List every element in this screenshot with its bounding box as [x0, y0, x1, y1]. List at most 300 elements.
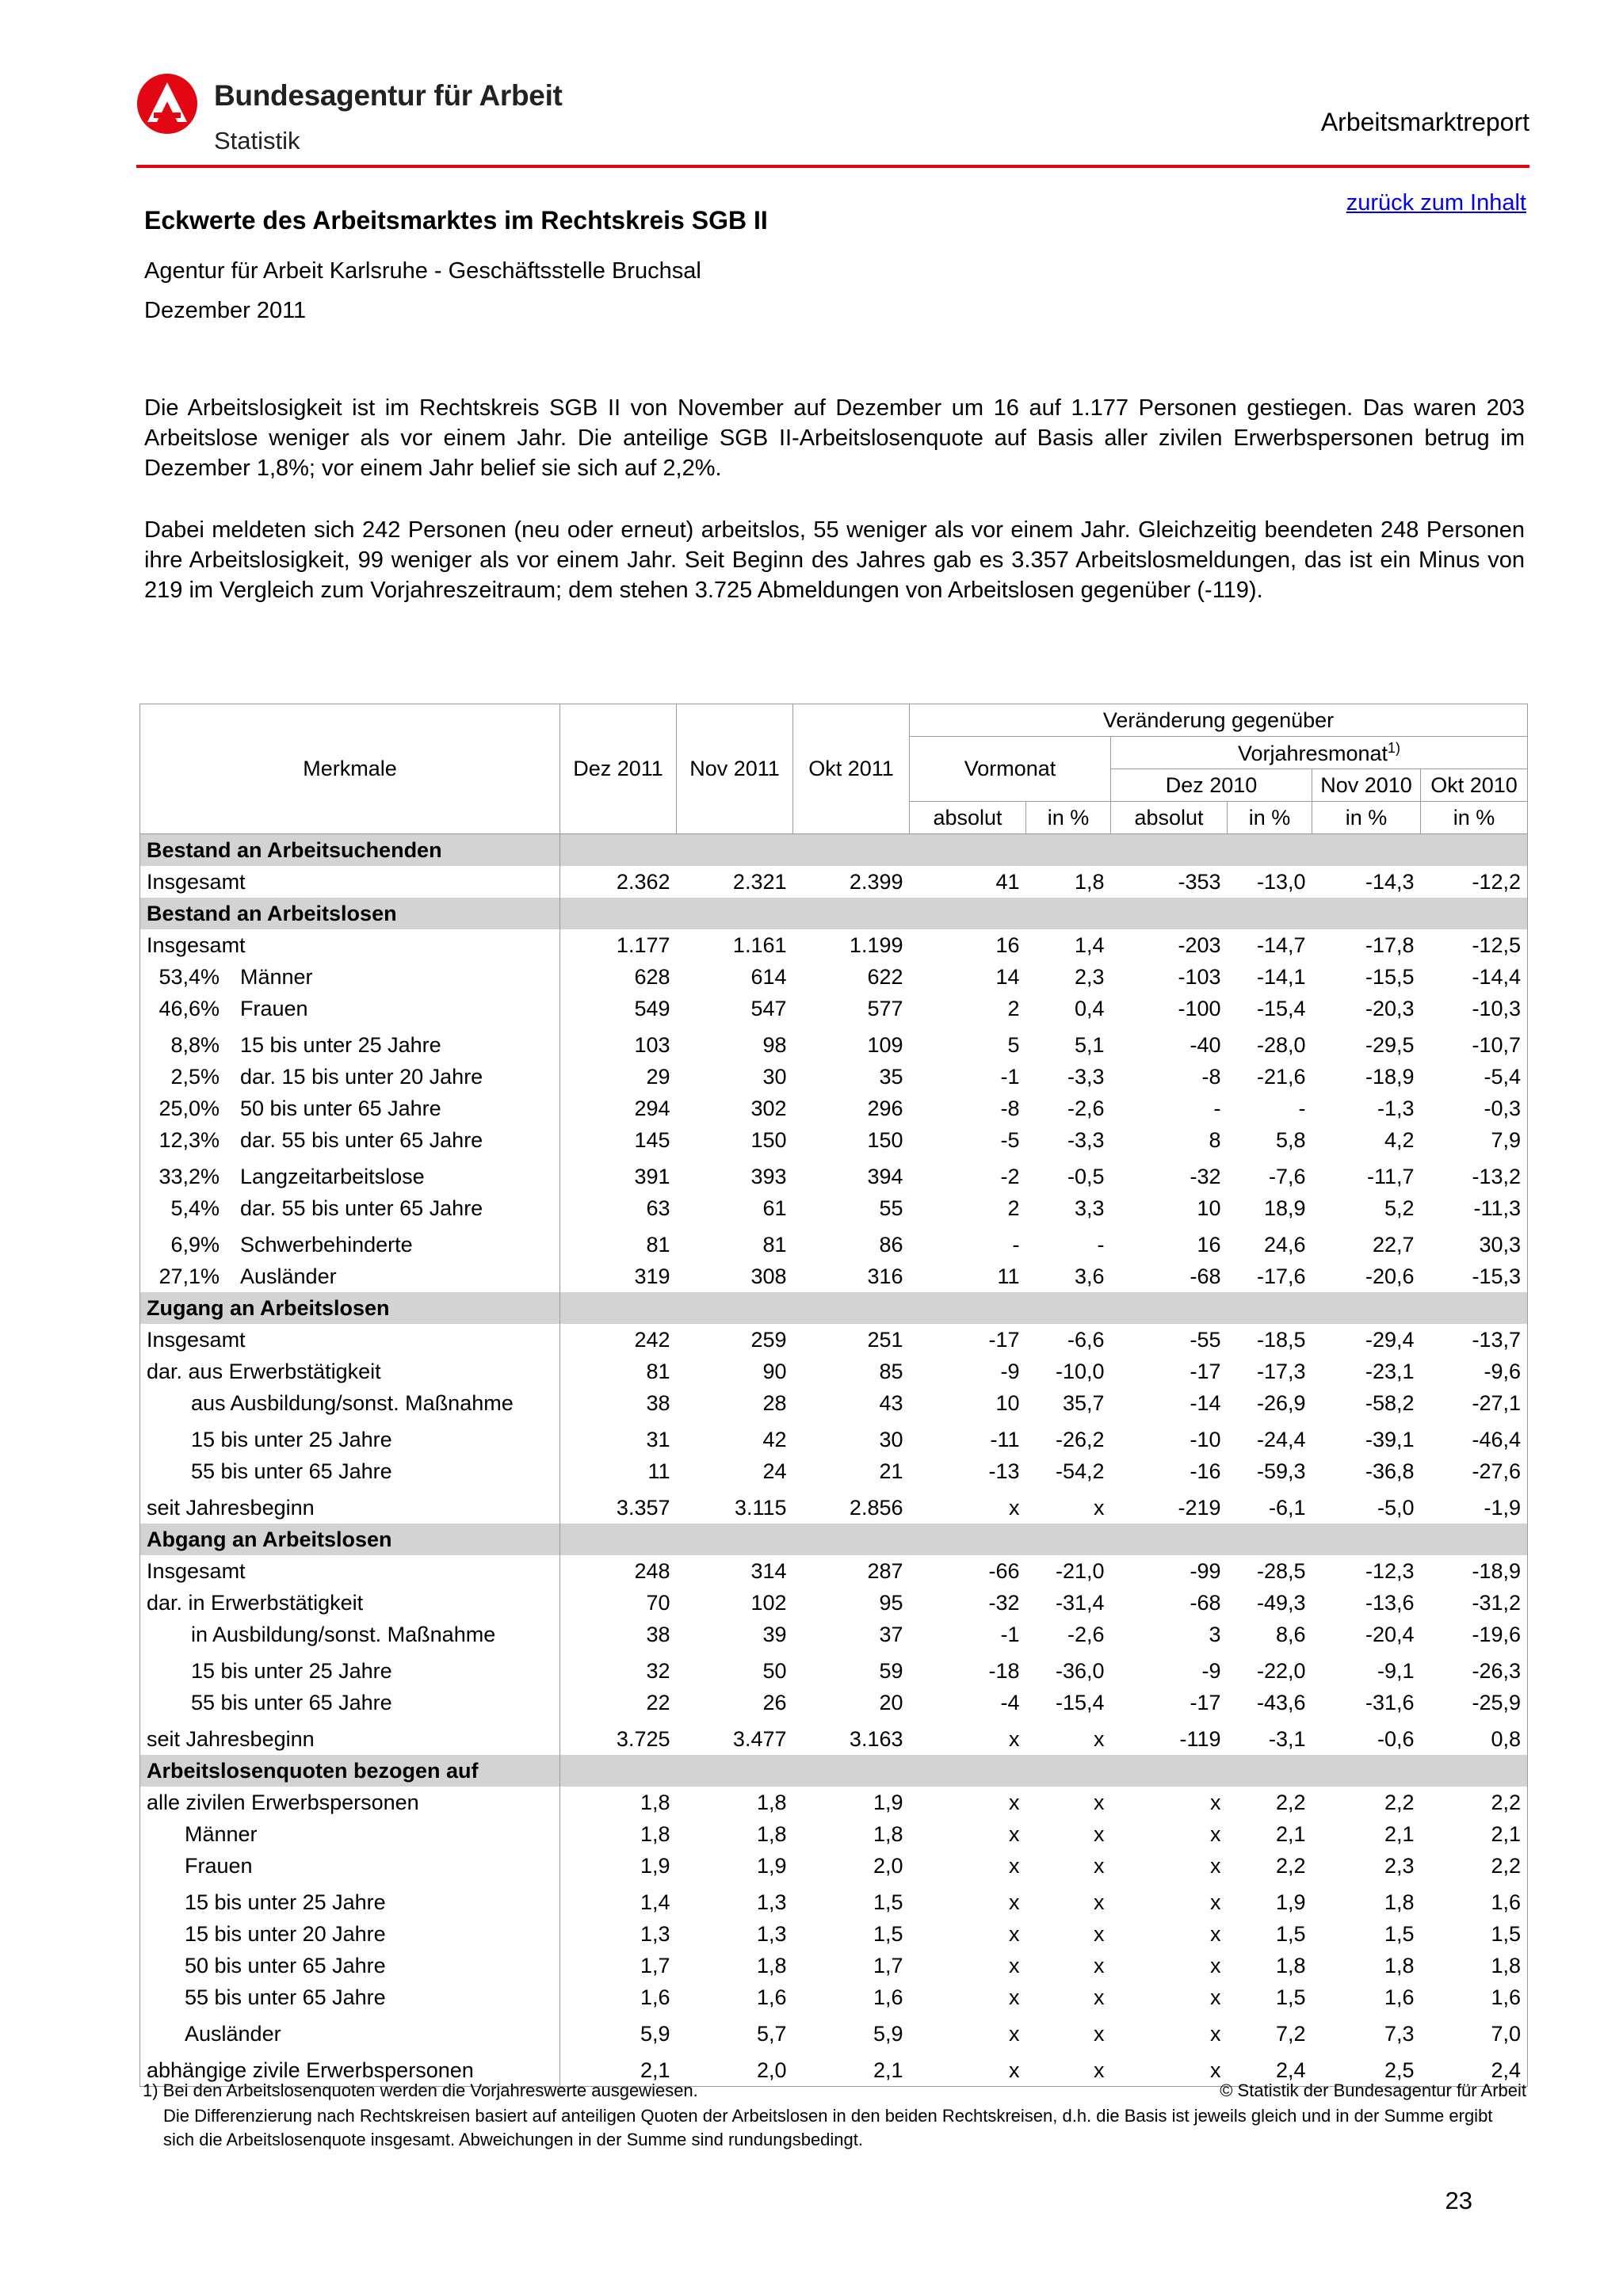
value-cell: x — [1094, 1921, 1105, 1946]
value-cell: 3 — [1209, 1622, 1221, 1646]
section-fill — [560, 1524, 1528, 1555]
value-cell: x — [1009, 2021, 1020, 2046]
value-cell: 1,8 — [1491, 1953, 1522, 1978]
value-cell: 287 — [867, 1558, 903, 1583]
table-row — [140, 1918, 1528, 1950]
value-cell: 145 — [634, 1127, 670, 1152]
value-cell: 30,3 — [1479, 1232, 1522, 1257]
value-cell: x — [1210, 2021, 1221, 2046]
value-cell: x — [1094, 2021, 1105, 2046]
value-cell: 2,2 — [1275, 1853, 1306, 1878]
table-row — [140, 1619, 1528, 1650]
value-cell: 2,0 — [756, 2058, 787, 2082]
value-cell: -28,0 — [1256, 1032, 1306, 1057]
row-label: 50 bis unter 65 Jahre — [140, 1950, 560, 1981]
period-label: Dezember 2011 — [144, 298, 307, 323]
value-cell: 1,6 — [873, 1985, 903, 2009]
value-cell: -20,3 — [1365, 996, 1415, 1020]
value-cell: 614 — [750, 964, 787, 989]
table-row — [140, 1818, 1528, 1850]
value-cell: 248 — [634, 1558, 670, 1583]
value-cell: 2,3 — [1074, 964, 1105, 989]
value-cell: 2,4 — [1491, 2058, 1522, 2082]
value-cell: -27,1 — [1472, 1390, 1522, 1415]
table-row — [140, 1981, 1528, 2013]
value-cell: 59 — [879, 1658, 903, 1683]
value-cell: -10,3 — [1472, 996, 1522, 1020]
table-header — [140, 704, 1528, 834]
value-cell: 81 — [646, 1359, 670, 1383]
col-header-dez2011: Dez 2011 — [560, 704, 677, 834]
table-row — [140, 1093, 1528, 1124]
value-cell: -36,8 — [1365, 1459, 1415, 1483]
page-number: 23 — [1445, 2187, 1472, 2214]
value-cell: -19,6 — [1472, 1622, 1522, 1646]
value-cell: x — [1094, 1726, 1105, 1751]
value-cell: x — [1009, 1953, 1020, 1978]
value-cell: 2,4 — [1275, 2058, 1306, 2082]
table-row — [140, 1419, 1528, 1455]
value-cell: 2.399 — [849, 869, 903, 894]
value-cell: 22 — [646, 1690, 670, 1714]
value-cell: 7,3 — [1384, 2021, 1415, 2046]
value-cell: -17 — [988, 1327, 1020, 1352]
value-cell: 3,3 — [1074, 1196, 1105, 1220]
value-cell: 549 — [634, 996, 670, 1020]
row-share: 46,6% — [158, 996, 220, 1020]
copyright: © Statistik der Bundesagentur für Arbeit — [1220, 2081, 1526, 2100]
value-cell: 1,6 — [640, 1985, 670, 2009]
value-cell: 1,4 — [640, 1890, 670, 1914]
row-share: 8,8% — [170, 1032, 220, 1057]
value-cell: 294 — [634, 1096, 670, 1120]
value-cell: -40 — [1190, 1032, 1221, 1057]
table-row — [140, 1455, 1528, 1487]
value-cell: 21 — [879, 1459, 903, 1483]
row-label: 55 bis unter 65 Jahre — [140, 1455, 560, 1487]
row-label-cell — [140, 1156, 560, 1192]
value-cell: -55 — [1190, 1327, 1221, 1352]
value-cell: 85 — [879, 1359, 903, 1383]
value-cell: -32 — [988, 1590, 1020, 1615]
value-cell: x — [1210, 1985, 1221, 2009]
section-title: Arbeitslosenquoten bezogen auf — [140, 1755, 560, 1787]
value-cell: 3.725 — [616, 1726, 670, 1751]
col-header-absolut: absolut — [910, 802, 1026, 834]
value-cell: 1,8 — [640, 1790, 670, 1814]
value-cell: -5 — [1000, 1127, 1020, 1152]
value-cell: x — [1210, 1921, 1221, 1946]
row-label: Insgesamt — [140, 929, 560, 961]
value-cell: x — [1009, 2058, 1020, 2082]
value-cell: -2,6 — [1067, 1622, 1105, 1646]
value-cell: 55 — [879, 1196, 903, 1220]
value-cell: 90 — [762, 1359, 787, 1383]
value-cell: - — [1097, 1232, 1105, 1257]
value-cell: 30 — [879, 1427, 903, 1451]
value-cell: -11,3 — [1473, 1196, 1522, 1220]
row-label: dar. 55 bis unter 65 Jahre — [240, 1196, 483, 1220]
value-cell: x — [1210, 2058, 1221, 2082]
value-cell: 35 — [879, 1064, 903, 1089]
value-cell: 81 — [762, 1232, 787, 1257]
value-cell: -10,7 — [1472, 1032, 1522, 1057]
value-cell: -24,4 — [1256, 1427, 1306, 1451]
value-cell: -20,4 — [1365, 1622, 1415, 1646]
value-cell: 1,7 — [873, 1953, 903, 1978]
value-cell: -2 — [1000, 1164, 1020, 1188]
value-cell: 5,2 — [1384, 1196, 1415, 1220]
region-label: Agentur für Arbeit Karlsruhe - Geschäftsstelle Bruchsal — [144, 258, 701, 284]
value-cell: 5,8 — [1275, 1127, 1306, 1152]
table-row — [140, 1192, 1528, 1224]
value-cell: -59,3 — [1256, 1459, 1306, 1483]
row-label-cell — [140, 1061, 560, 1093]
value-cell: -29,5 — [1365, 1032, 1415, 1057]
table-row — [140, 1024, 1528, 1061]
value-cell: 50 — [762, 1658, 787, 1683]
row-label: 15 bis unter 20 Jahre — [140, 1918, 560, 1950]
table-row — [140, 1324, 1528, 1356]
col-header-in-pct: in % — [1228, 802, 1312, 834]
row-share: 6,9% — [170, 1232, 220, 1257]
report-name: Arbeitsmarktreport — [1320, 108, 1529, 136]
value-cell: x — [1094, 1890, 1105, 1914]
value-cell: -8 — [1000, 1096, 1020, 1120]
row-label: seit Jahresbeginn — [140, 1718, 560, 1755]
value-cell: - — [1298, 1096, 1306, 1120]
value-cell: -15,4 — [1256, 996, 1306, 1020]
value-cell: -31,4 — [1055, 1590, 1105, 1615]
value-cell: -5,0 — [1377, 1495, 1415, 1520]
value-cell: -14,4 — [1472, 964, 1522, 989]
row-label: 15 bis unter 25 Jahre — [140, 1882, 560, 1918]
value-cell: 1,9 — [1275, 1890, 1306, 1914]
value-cell: 30 — [762, 1064, 787, 1089]
value-cell: 308 — [750, 1264, 787, 1288]
value-cell: 3.477 — [732, 1726, 787, 1751]
value-cell: -10,0 — [1055, 1359, 1105, 1383]
table-row — [140, 2013, 1528, 2050]
value-cell: 1,8 — [1275, 1953, 1306, 1978]
value-cell: -66 — [988, 1558, 1020, 1583]
value-cell: x — [1210, 1890, 1221, 1914]
value-cell: -13,7 — [1472, 1327, 1522, 1352]
value-cell: x — [1009, 1790, 1020, 1814]
value-cell: x — [1094, 2058, 1105, 2082]
section-header-row — [140, 834, 1528, 867]
value-cell: 1,6 — [1491, 1890, 1522, 1914]
value-cell: 316 — [867, 1264, 903, 1288]
row-label: 55 bis unter 65 Jahre — [140, 1981, 560, 2013]
table-row — [140, 1387, 1528, 1419]
table-row — [140, 1587, 1528, 1619]
value-cell: 622 — [867, 964, 903, 989]
value-cell: 2 — [1007, 1196, 1020, 1220]
value-cell: -10 — [1190, 1427, 1221, 1451]
value-cell: 20 — [879, 1690, 903, 1714]
value-cell: 2.856 — [849, 1495, 903, 1520]
value-cell: -4 — [1000, 1690, 1020, 1714]
col-header-in-pct: in % — [1421, 802, 1528, 834]
table-row — [140, 1061, 1528, 1093]
section-header-row — [140, 1292, 1528, 1324]
value-cell: 1,8 — [873, 1821, 903, 1846]
footnote-text: Die Differenzierung nach Rechtskreisen basiert auf anteiligen Quoten der Arbeitslosen in den beiden Rechtskreisen, d.h. die Basis ist jeweils gleich und in der Summe ergibt sich die Arbeitslosenquote insgesamt. Abweichungen in der Summe sind rundungsbedingt. — [163, 2106, 1493, 2149]
value-cell: 42 — [762, 1427, 787, 1451]
row-label: abhängige zivile Erwerbspersonen — [140, 2050, 560, 2087]
value-cell: x — [1009, 1890, 1020, 1914]
value-cell: 251 — [867, 1327, 903, 1352]
value-cell: -99 — [1190, 1558, 1221, 1583]
table-row — [140, 1787, 1528, 1818]
value-cell: 63 — [646, 1196, 670, 1220]
table-row — [140, 1356, 1528, 1387]
value-cell: 2,1 — [640, 2058, 670, 2082]
value-cell: 61 — [762, 1196, 787, 1220]
table-row — [140, 1124, 1528, 1156]
value-cell: -43,6 — [1256, 1690, 1306, 1714]
value-cell: 5,9 — [873, 2021, 903, 2046]
value-cell: 26 — [762, 1690, 787, 1714]
value-cell: x — [1094, 1985, 1105, 2009]
row-label: Männer — [240, 964, 313, 989]
col-header-nov2010: Nov 2010 — [1312, 769, 1421, 802]
value-cell: 1,5 — [873, 1890, 903, 1914]
value-cell: x — [1094, 1953, 1105, 1978]
value-cell: 1,5 — [1275, 1921, 1306, 1946]
value-cell: 2,5 — [1384, 2058, 1415, 2082]
value-cell: 38 — [646, 1390, 670, 1415]
value-cell: -13,0 — [1256, 869, 1306, 894]
value-cell: 1,5 — [1384, 1921, 1415, 1946]
row-label: Insgesamt — [140, 1555, 560, 1587]
value-cell: -17,3 — [1256, 1359, 1306, 1383]
value-cell: -13 — [988, 1459, 1020, 1483]
value-cell: 391 — [634, 1164, 670, 1188]
row-share: 5,4% — [170, 1196, 220, 1220]
value-cell: 2,2 — [1491, 1853, 1522, 1878]
table-row — [140, 961, 1528, 993]
value-cell: 2.321 — [732, 869, 787, 894]
value-cell: 1,5 — [873, 1921, 903, 1946]
value-cell: -11 — [990, 1427, 1020, 1451]
value-cell: 14 — [995, 964, 1020, 989]
value-cell: 28 — [762, 1390, 787, 1415]
kpi-table — [139, 704, 1528, 2087]
value-cell: 2,1 — [1491, 1821, 1522, 1846]
value-cell: 98 — [762, 1032, 787, 1057]
value-cell: -353 — [1178, 869, 1221, 894]
value-cell: 1,9 — [640, 1853, 670, 1878]
value-cell: -18,5 — [1256, 1327, 1306, 1352]
value-cell: 5 — [1007, 1032, 1020, 1057]
value-cell: 2 — [1007, 996, 1020, 1020]
row-share: 27,1% — [158, 1264, 220, 1288]
value-cell: -0,3 — [1484, 1096, 1522, 1120]
section-fill — [560, 1292, 1528, 1324]
value-cell: x — [1009, 1726, 1020, 1751]
value-cell: 7,9 — [1491, 1127, 1522, 1152]
value-cell: 2.362 — [616, 869, 670, 894]
value-cell: 3.357 — [616, 1495, 670, 1520]
value-cell: -17 — [1190, 1690, 1221, 1714]
row-label: Frauen — [240, 996, 308, 1020]
page-title: Eckwerte des Arbeitsmarktes im Rechtskreis SGB II — [144, 206, 768, 235]
row-share: 53,4% — [158, 964, 220, 989]
value-cell: 11 — [647, 1459, 670, 1483]
value-cell: 2,1 — [1275, 1821, 1306, 1846]
value-cell: -16 — [1190, 1459, 1221, 1483]
summary-paragraph-1: Die Arbeitslosigkeit ist im Rechtskreis SGB II von November auf Dezember um 16 auf 1.177 Personen gestiegen. Das waren 203 Arbeitslose weniger als vor einem Jahr. Die anteilige SGB II-Arbeitslosenquote auf Basis aller zivilen Erwerbspersonen betrug im Dezember 1,8%; vor einem Jahr belief sie sich auf 2,2%. — [144, 395, 1525, 481]
value-cell: 1,6 — [1491, 1985, 1522, 2009]
section-title: Bestand an Arbeitslosen — [140, 898, 560, 929]
back-to-contents-link[interactable]: zurück zum Inhalt — [1346, 190, 1526, 215]
row-label: Langzeitarbeitslose — [240, 1164, 425, 1188]
value-cell: -3,3 — [1067, 1127, 1105, 1152]
value-cell: 1,8 — [1384, 1890, 1415, 1914]
row-label-cell — [140, 1192, 560, 1224]
ba-logo-icon — [136, 73, 198, 135]
value-cell: 7,2 — [1275, 2021, 1306, 2046]
row-label: aus Ausbildung/sonst. Maßnahme — [140, 1387, 560, 1419]
row-label: Ausländer — [240, 1264, 337, 1288]
row-label-cell — [140, 1261, 560, 1292]
value-cell: 2,2 — [1384, 1790, 1415, 1814]
col-header-dez2010: Dez 2010 — [1111, 769, 1312, 802]
value-cell: - — [1012, 1232, 1020, 1257]
value-cell: x — [1009, 1821, 1020, 1846]
value-cell: -12,3 — [1365, 1558, 1415, 1583]
value-cell: 86 — [879, 1232, 903, 1257]
value-cell: -1 — [1000, 1622, 1020, 1646]
value-cell: -54,2 — [1055, 1459, 1105, 1483]
table-row — [140, 1156, 1528, 1192]
value-cell: x — [1210, 1821, 1221, 1846]
value-cell: 38 — [646, 1622, 670, 1646]
value-cell: -18 — [988, 1658, 1020, 1683]
value-cell: 150 — [867, 1127, 903, 1152]
value-cell: 8,6 — [1275, 1622, 1306, 1646]
value-cell: -31,2 — [1472, 1590, 1522, 1615]
value-cell: -58,2 — [1365, 1390, 1415, 1415]
value-cell: 296 — [867, 1096, 903, 1120]
value-cell: x — [1009, 1985, 1020, 2009]
value-cell: 8 — [1209, 1127, 1221, 1152]
value-cell: 39 — [762, 1622, 787, 1646]
value-cell: -17,6 — [1256, 1264, 1306, 1288]
row-share: 12,3% — [158, 1127, 220, 1152]
value-cell: 628 — [634, 964, 670, 989]
value-cell: x — [1094, 1790, 1105, 1814]
section-fill — [560, 1755, 1528, 1787]
value-cell: 1,3 — [756, 1890, 787, 1914]
value-cell: -21,6 — [1256, 1064, 1306, 1089]
vorjahresmonat-label: Vorjahresmonat — [1237, 741, 1388, 765]
value-cell: -14,7 — [1256, 933, 1306, 957]
value-cell: 10 — [995, 1390, 1020, 1415]
value-cell: -27,6 — [1472, 1459, 1522, 1483]
value-cell: -11,7 — [1366, 1164, 1415, 1188]
value-cell: 2,1 — [873, 2058, 903, 2082]
col-header-absolut: absolut — [1111, 802, 1228, 834]
value-cell: -119 — [1179, 1726, 1221, 1751]
value-cell: 1.177 — [616, 933, 670, 957]
value-cell: 2,0 — [873, 1853, 903, 1878]
value-cell: 0,8 — [1491, 1726, 1522, 1751]
row-label: Insgesamt — [140, 1324, 560, 1356]
row-label: 50 bis unter 65 Jahre — [240, 1096, 441, 1120]
col-header-nov2011: Nov 2011 — [677, 704, 793, 834]
value-cell: x — [1094, 1495, 1105, 1520]
row-label-cell — [140, 1093, 560, 1124]
section-fill — [560, 834, 1528, 867]
value-cell: 394 — [867, 1164, 903, 1188]
value-cell: 95 — [879, 1590, 903, 1615]
footnote-marker: 1) — [1388, 739, 1401, 756]
row-label: dar. aus Erwerbstätigkeit — [140, 1356, 560, 1387]
value-cell: -22,0 — [1256, 1658, 1306, 1683]
value-cell: -203 — [1178, 933, 1221, 957]
value-cell: -26,3 — [1472, 1658, 1522, 1683]
value-cell: -9 — [1201, 1658, 1221, 1683]
value-cell: 3.163 — [849, 1726, 903, 1751]
table-row — [140, 866, 1528, 898]
value-cell: -46,4 — [1472, 1427, 1522, 1451]
value-cell: 150 — [750, 1127, 787, 1152]
value-cell: 1,7 — [640, 1953, 670, 1978]
row-share: 33,2% — [158, 1164, 220, 1188]
section-header-row — [140, 1755, 1528, 1787]
row-share: 25,0% — [158, 1096, 220, 1120]
value-cell: -100 — [1178, 996, 1221, 1020]
value-cell: -25,9 — [1472, 1690, 1522, 1714]
value-cell: -103 — [1178, 964, 1221, 989]
value-cell: 16 — [1197, 1232, 1221, 1257]
value-cell: 314 — [750, 1558, 787, 1583]
value-cell: -20,6 — [1365, 1264, 1415, 1288]
value-cell: 259 — [750, 1327, 787, 1352]
value-cell: 4,2 — [1384, 1127, 1415, 1152]
value-cell: 5,7 — [756, 2021, 787, 2046]
value-cell: 29 — [646, 1064, 670, 1089]
value-cell: 103 — [634, 1032, 670, 1057]
value-cell: -68 — [1190, 1264, 1221, 1288]
value-cell: -1,9 — [1484, 1495, 1522, 1520]
value-cell: -6,1 — [1268, 1495, 1306, 1520]
summary-paragraph-2: Dabei meldeten sich 242 Personen (neu oder erneut) arbeitslos, 55 weniger als vor einem Jahr. Gleichzeitig beendeten 248 Personen ihre Arbeitslosigkeit, 99 weniger als vor einem Jahr. Seit Beginn des Jahres gab es 3.357 Arbeitslosmeldungen, das ist ein Minus von 219 im Vergleich zum Vorjahreszeitraum; dem stehen 3.725 Abmeldungen von Arbeitslosen gegenüber (-119). — [144, 517, 1525, 603]
row-label: Schwerbehinderte — [240, 1232, 413, 1257]
value-cell: -0,5 — [1067, 1164, 1105, 1188]
value-cell: x — [1210, 1790, 1221, 1814]
value-cell: x — [1009, 1495, 1020, 1520]
value-cell: -15,4 — [1055, 1690, 1105, 1714]
row-label: alle zivilen Erwerbspersonen — [140, 1787, 560, 1818]
table-row — [140, 1555, 1528, 1587]
table-row — [140, 929, 1528, 961]
row-label-cell — [140, 1224, 560, 1261]
col-header-okt2010: Okt 2010 — [1421, 769, 1528, 802]
value-cell: 1,6 — [1384, 1985, 1415, 2009]
value-cell: 319 — [634, 1264, 670, 1288]
value-cell: 22,7 — [1372, 1232, 1415, 1257]
value-cell: 11 — [997, 1264, 1020, 1288]
value-cell: 0,4 — [1074, 996, 1105, 1020]
row-label: 55 bis unter 65 Jahre — [140, 1687, 560, 1718]
section-header-row — [140, 898, 1528, 929]
row-label: dar. in Erwerbstätigkeit — [140, 1587, 560, 1619]
section-fill — [560, 898, 1528, 929]
